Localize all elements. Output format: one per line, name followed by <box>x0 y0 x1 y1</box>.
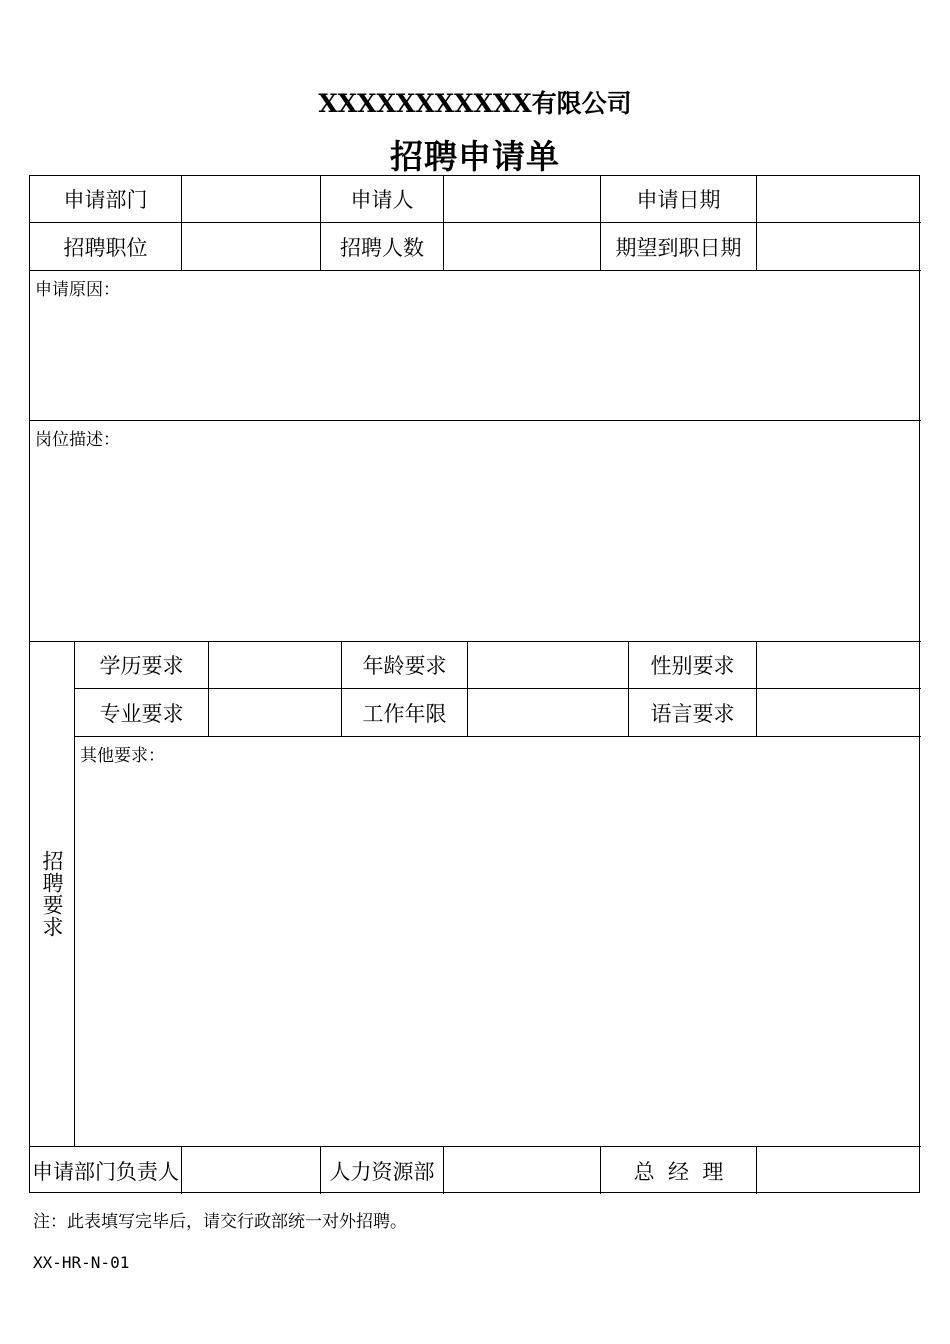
department-field[interactable] <box>182 176 320 222</box>
form-title: 招聘申请单 <box>390 137 560 176</box>
position-field[interactable] <box>182 223 320 270</box>
work-experience-label: 工作年限 <box>362 701 447 726</box>
headcount-label: 招聘人数 <box>340 235 424 260</box>
recruitment-requirements-label: 招聘要求 <box>40 850 64 938</box>
applicant-label: 申请人 <box>350 188 414 212</box>
major-label: 专业要求 <box>99 701 184 726</box>
dept-head-label: 申请部门负责人 <box>32 1159 179 1184</box>
other-requirements-field[interactable] <box>75 737 921 1146</box>
hr-signature-field[interactable] <box>444 1147 600 1194</box>
company-name: XXXXXXXXXXX有限公司 <box>318 89 632 118</box>
applicant-field[interactable] <box>444 176 600 222</box>
headcount-field[interactable] <box>444 223 600 270</box>
major-field[interactable] <box>209 689 341 736</box>
job-description-field[interactable] <box>30 421 921 641</box>
hr-label: 人力资源部 <box>329 1159 435 1184</box>
expected-start-date-field[interactable] <box>757 223 921 270</box>
age-label: 年龄要求 <box>362 654 447 678</box>
recruitment-form <box>29 175 920 1193</box>
gender-field[interactable] <box>757 642 921 688</box>
general-manager-label: 总 经 理 <box>633 1159 724 1184</box>
language-label: 语言要求 <box>650 701 735 726</box>
application-reason-field[interactable] <box>30 271 921 420</box>
language-field[interactable] <box>757 689 921 736</box>
application-reason-label: 申请原因： <box>35 280 120 300</box>
form-code: XX-HR-N-01 <box>33 1253 130 1272</box>
job-description-label: 岗位描述： <box>35 430 120 450</box>
general-manager-signature-field[interactable] <box>757 1147 921 1194</box>
expected-start-date-label: 期望到职日期 <box>615 235 742 260</box>
gender-label: 性别要求 <box>650 654 735 678</box>
education-label: 学历要求 <box>99 654 184 678</box>
education-field[interactable] <box>209 642 341 688</box>
work-experience-field[interactable] <box>468 689 628 736</box>
dept-head-signature-field[interactable] <box>182 1147 320 1194</box>
application-date-label: 申请日期 <box>636 188 721 212</box>
other-requirements-label: 其他要求： <box>80 746 165 766</box>
age-field[interactable] <box>468 642 628 688</box>
position-label: 招聘职位 <box>63 235 148 260</box>
department-label: 申请部门 <box>63 188 148 212</box>
application-date-field[interactable] <box>757 176 921 222</box>
footnote: 注：此表填写完毕后，请交行政部统一对外招聘。 <box>33 1212 407 1232</box>
